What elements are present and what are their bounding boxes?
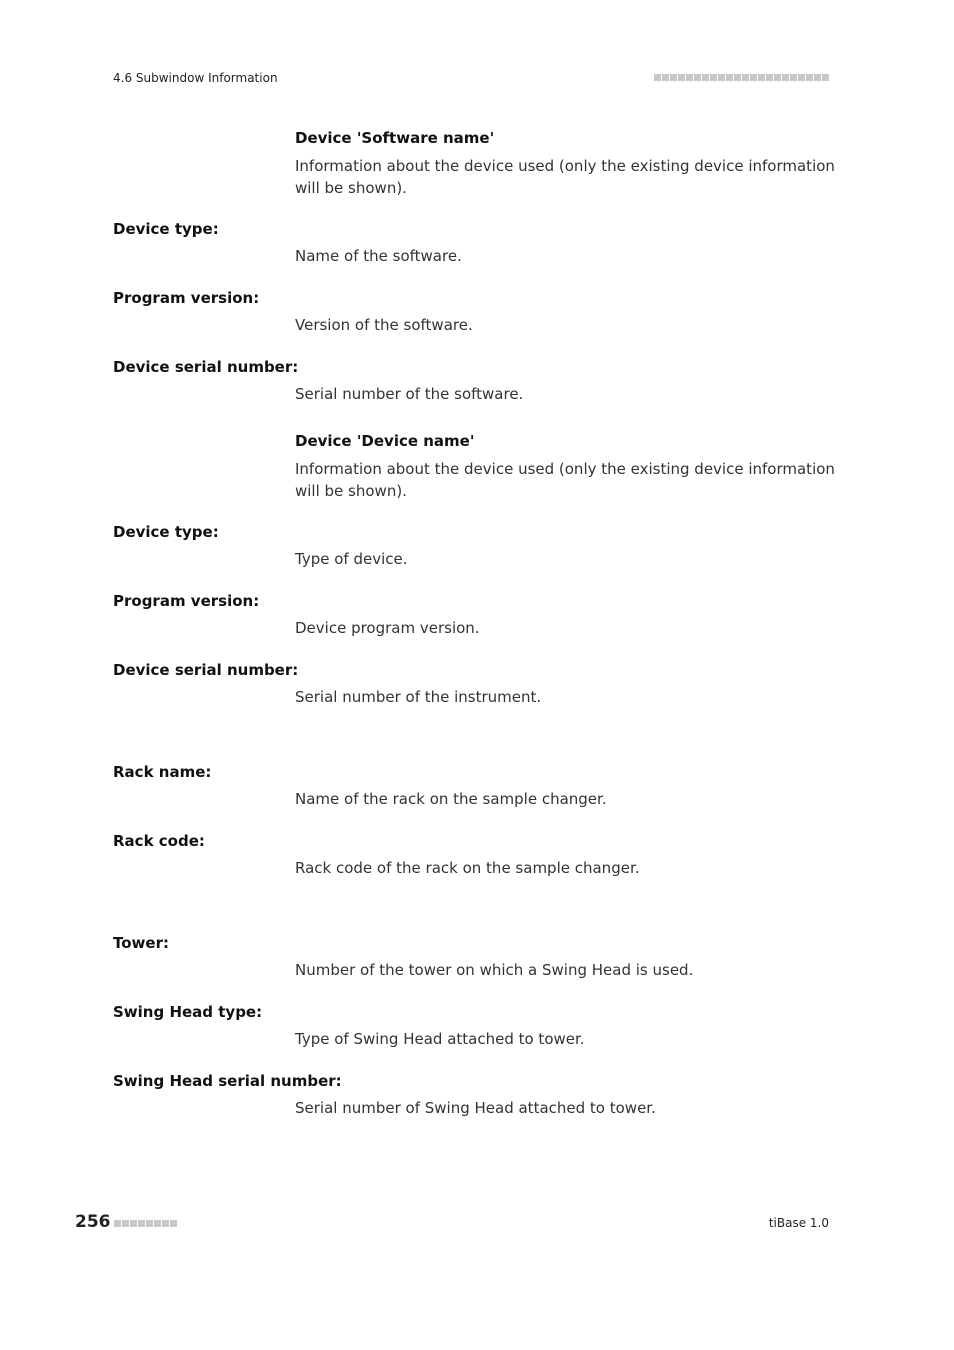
swing-head-type-label: Swing Head type:	[113, 1003, 263, 1021]
swing-head-type-description: Type of Swing Head attached to tower.	[295, 1030, 585, 1048]
software-section-title: Device 'Software name'	[295, 129, 495, 147]
footer-decoration	[114, 1220, 177, 1227]
device-section-description: Information about the device used (only the existing device information will be shown).	[295, 460, 835, 500]
rack-code-label: Rack code:	[113, 832, 205, 850]
software-program-version-label: Program version:	[113, 289, 260, 307]
rack-name-label: Rack name:	[113, 763, 212, 781]
device-serial-number-description: Serial number of the instrument.	[295, 688, 542, 706]
device-program-version-label: Program version:	[113, 592, 260, 610]
software-serial-number-description: Serial number of the software.	[295, 385, 524, 403]
device-type-label: Device type:	[113, 523, 219, 541]
software-device-type-label: Device type:	[113, 220, 219, 238]
rack-name-description: Name of the rack on the sample changer.	[295, 790, 607, 808]
rack-code-description: Rack code of the rack on the sample changer.	[295, 859, 640, 877]
running-header-section: 4.6 Subwindow Information	[113, 71, 278, 85]
tower-description: Number of the tower on which a Swing Head is used.	[295, 961, 694, 979]
software-serial-number-label: Device serial number:	[113, 358, 299, 376]
page-number: 256	[75, 1212, 111, 1232]
device-serial-number-label: Device serial number:	[113, 661, 299, 679]
product-name: tiBase 1.0	[768, 1216, 829, 1230]
tower-label: Tower:	[113, 934, 169, 952]
swing-head-serial-number-label: Swing Head serial number:	[113, 1072, 342, 1090]
software-device-type-description: Name of the software.	[295, 247, 462, 265]
device-type-description: Type of device.	[295, 550, 408, 568]
header-decoration	[654, 74, 829, 81]
device-program-version-description: Device program version.	[295, 619, 480, 637]
software-section-description: Information about the device used (only the existing device information will be shown).	[295, 157, 835, 197]
swing-head-serial-number-description: Serial number of Swing Head attached to tower.	[295, 1099, 656, 1117]
device-section-title: Device 'Device name'	[295, 432, 475, 450]
software-program-version-description: Version of the software.	[295, 316, 473, 334]
